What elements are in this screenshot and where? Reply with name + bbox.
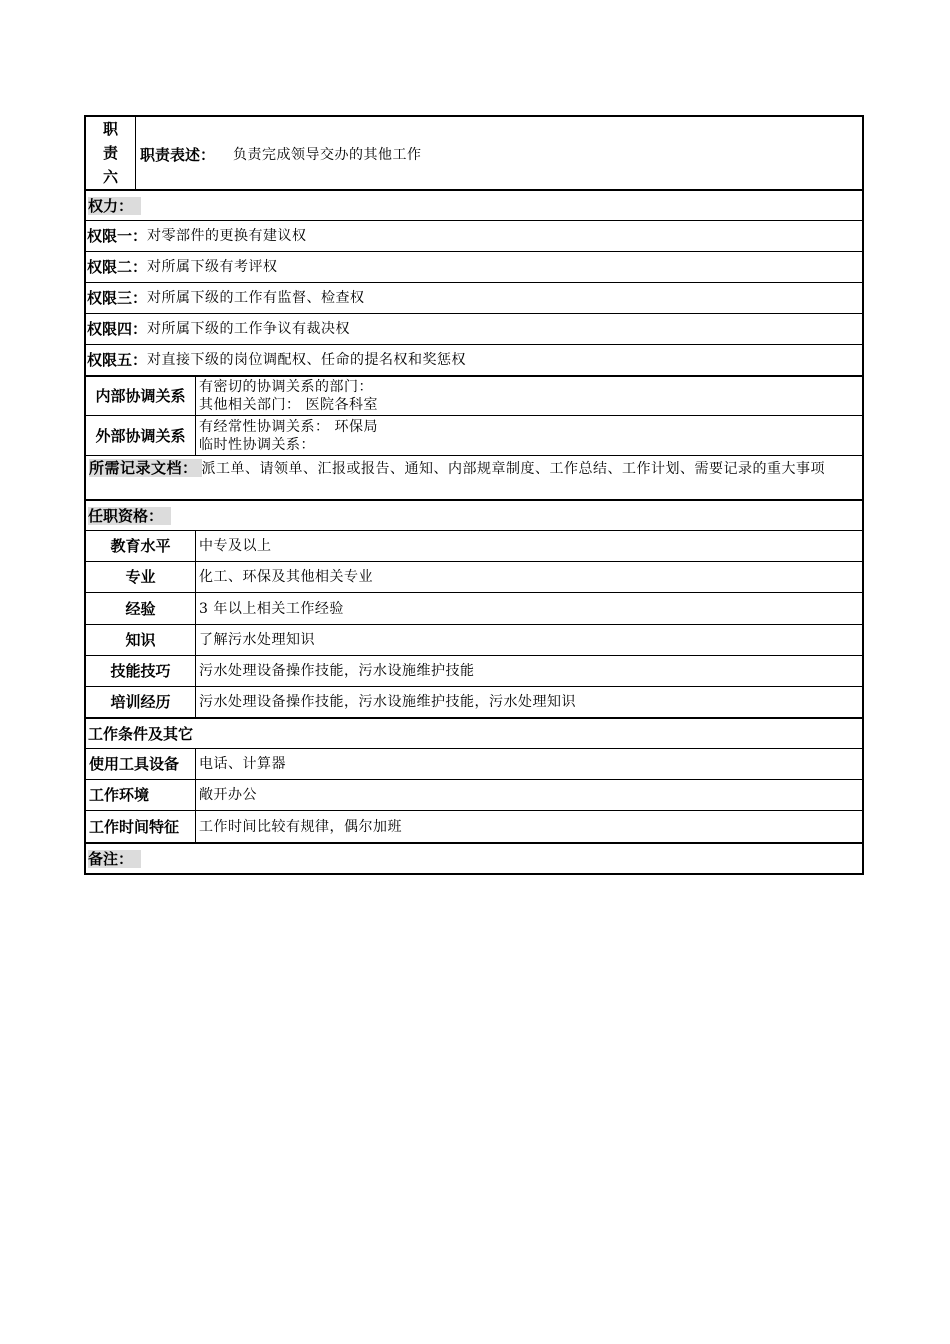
qualification-row (86, 655, 862, 686)
authority-text: 对所属下级的工作争议有裁决权 (147, 321, 351, 337)
authority-text: 对所属下级的工作有监督、检查权 (147, 290, 365, 306)
authority-row (86, 313, 862, 344)
authority-text: 对零部件的更换有建议权 (147, 228, 307, 244)
conditions-label: 工作环境 (86, 780, 196, 810)
internal-relations-value (196, 377, 862, 415)
duty-six-title (86, 117, 136, 189)
qualification-header: 任职资格： (88, 507, 171, 525)
qualification-value: 3 年以上相关工作经验 (199, 600, 344, 617)
external-relations-row (86, 415, 862, 455)
authority-label: 权限一： (87, 227, 148, 245)
duty-six-row (86, 117, 862, 189)
remarks-header: 备注： (88, 850, 141, 868)
qualification-label: 技能技巧 (86, 656, 196, 686)
qualification-label: 培训经历 (86, 687, 196, 717)
authority-label: 权限三： (87, 289, 148, 307)
authority-row (86, 282, 862, 313)
duty-description-text: 负责完成领导交办的其他工作 (233, 147, 422, 163)
records-text: 派工单、请领单、汇报或报告、通知、内部规章制度、工作总结、工作计划、需要记录的重大事项 (201, 461, 826, 477)
job-description-table (84, 115, 864, 875)
authority-row (86, 344, 862, 375)
authority-header-row (86, 189, 862, 220)
records-row (86, 455, 862, 499)
qualification-value: 污水处理设备操作技能，污水设施维护技能 (199, 663, 475, 679)
qualification-label: 经验 (86, 593, 196, 624)
authority-row (86, 220, 862, 251)
qualification-header-row (86, 499, 862, 530)
authority-header: 权力： (88, 197, 141, 215)
authority-label: 权限五： (87, 351, 148, 369)
conditions-header: 工作条件及其它 (88, 724, 194, 743)
qualification-value: 污水处理设备操作技能，污水设施维护技能，污水处理知识 (199, 694, 576, 710)
records-label: 所需记录文档： (89, 459, 202, 477)
external-relations-label: 外部协调关系 (86, 416, 196, 455)
internal-relations-line-2: 其他相关部门： 医院各科室 (199, 397, 378, 413)
external-relations-line-2: 临时性协调关系： (199, 436, 315, 453)
qualification-value: 中专及以上 (199, 538, 272, 554)
conditions-header-row (86, 717, 862, 748)
conditions-value: 电话、计算器 (199, 756, 286, 772)
records-cell (86, 456, 862, 499)
conditions-row (86, 779, 862, 810)
conditions-row (86, 810, 862, 842)
qualification-row (86, 592, 862, 624)
duty-six-body (136, 117, 862, 189)
duty-char-1: 职 (102, 120, 118, 138)
conditions-row (86, 748, 862, 779)
qualification-value: 化工、环保及其他相关专业 (199, 569, 373, 585)
qualification-label: 教育水平 (86, 531, 196, 561)
qualification-label: 知识 (86, 625, 196, 655)
qualification-value: 了解污水处理知识 (199, 632, 315, 648)
conditions-label: 使用工具设备 (86, 749, 196, 779)
authority-text: 对直接下级的岗位调配权、任命的提名权和奖惩权 (147, 352, 467, 368)
conditions-value: 工作时间比较有规律，偶尔加班 (199, 818, 402, 835)
external-relations-line-1: 有经常性协调关系： 环保局 (199, 418, 378, 435)
authority-label: 权限二： (87, 258, 148, 276)
qualification-row (86, 530, 862, 561)
authority-label: 权限四： (87, 320, 148, 338)
internal-relations-label: 内部协调关系 (86, 377, 196, 415)
duty-char-3: 六 (102, 168, 118, 186)
internal-relations-line-1: 有密切的协调关系的部门： (199, 379, 373, 395)
conditions-label: 工作时间特征 (86, 811, 196, 842)
remarks-row (86, 842, 862, 873)
qualification-label: 专业 (86, 562, 196, 592)
duty-description-label: 职责表述： (140, 146, 216, 164)
conditions-value: 敞开办公 (199, 787, 257, 803)
qualification-row (86, 561, 862, 592)
qualification-row (86, 686, 862, 717)
internal-relations-row (86, 375, 862, 415)
authority-row (86, 251, 862, 282)
duty-char-2: 责 (102, 144, 118, 162)
qualification-row (86, 624, 862, 655)
authority-text: 对所属下级有考评权 (147, 259, 278, 275)
external-relations-value (196, 416, 862, 455)
